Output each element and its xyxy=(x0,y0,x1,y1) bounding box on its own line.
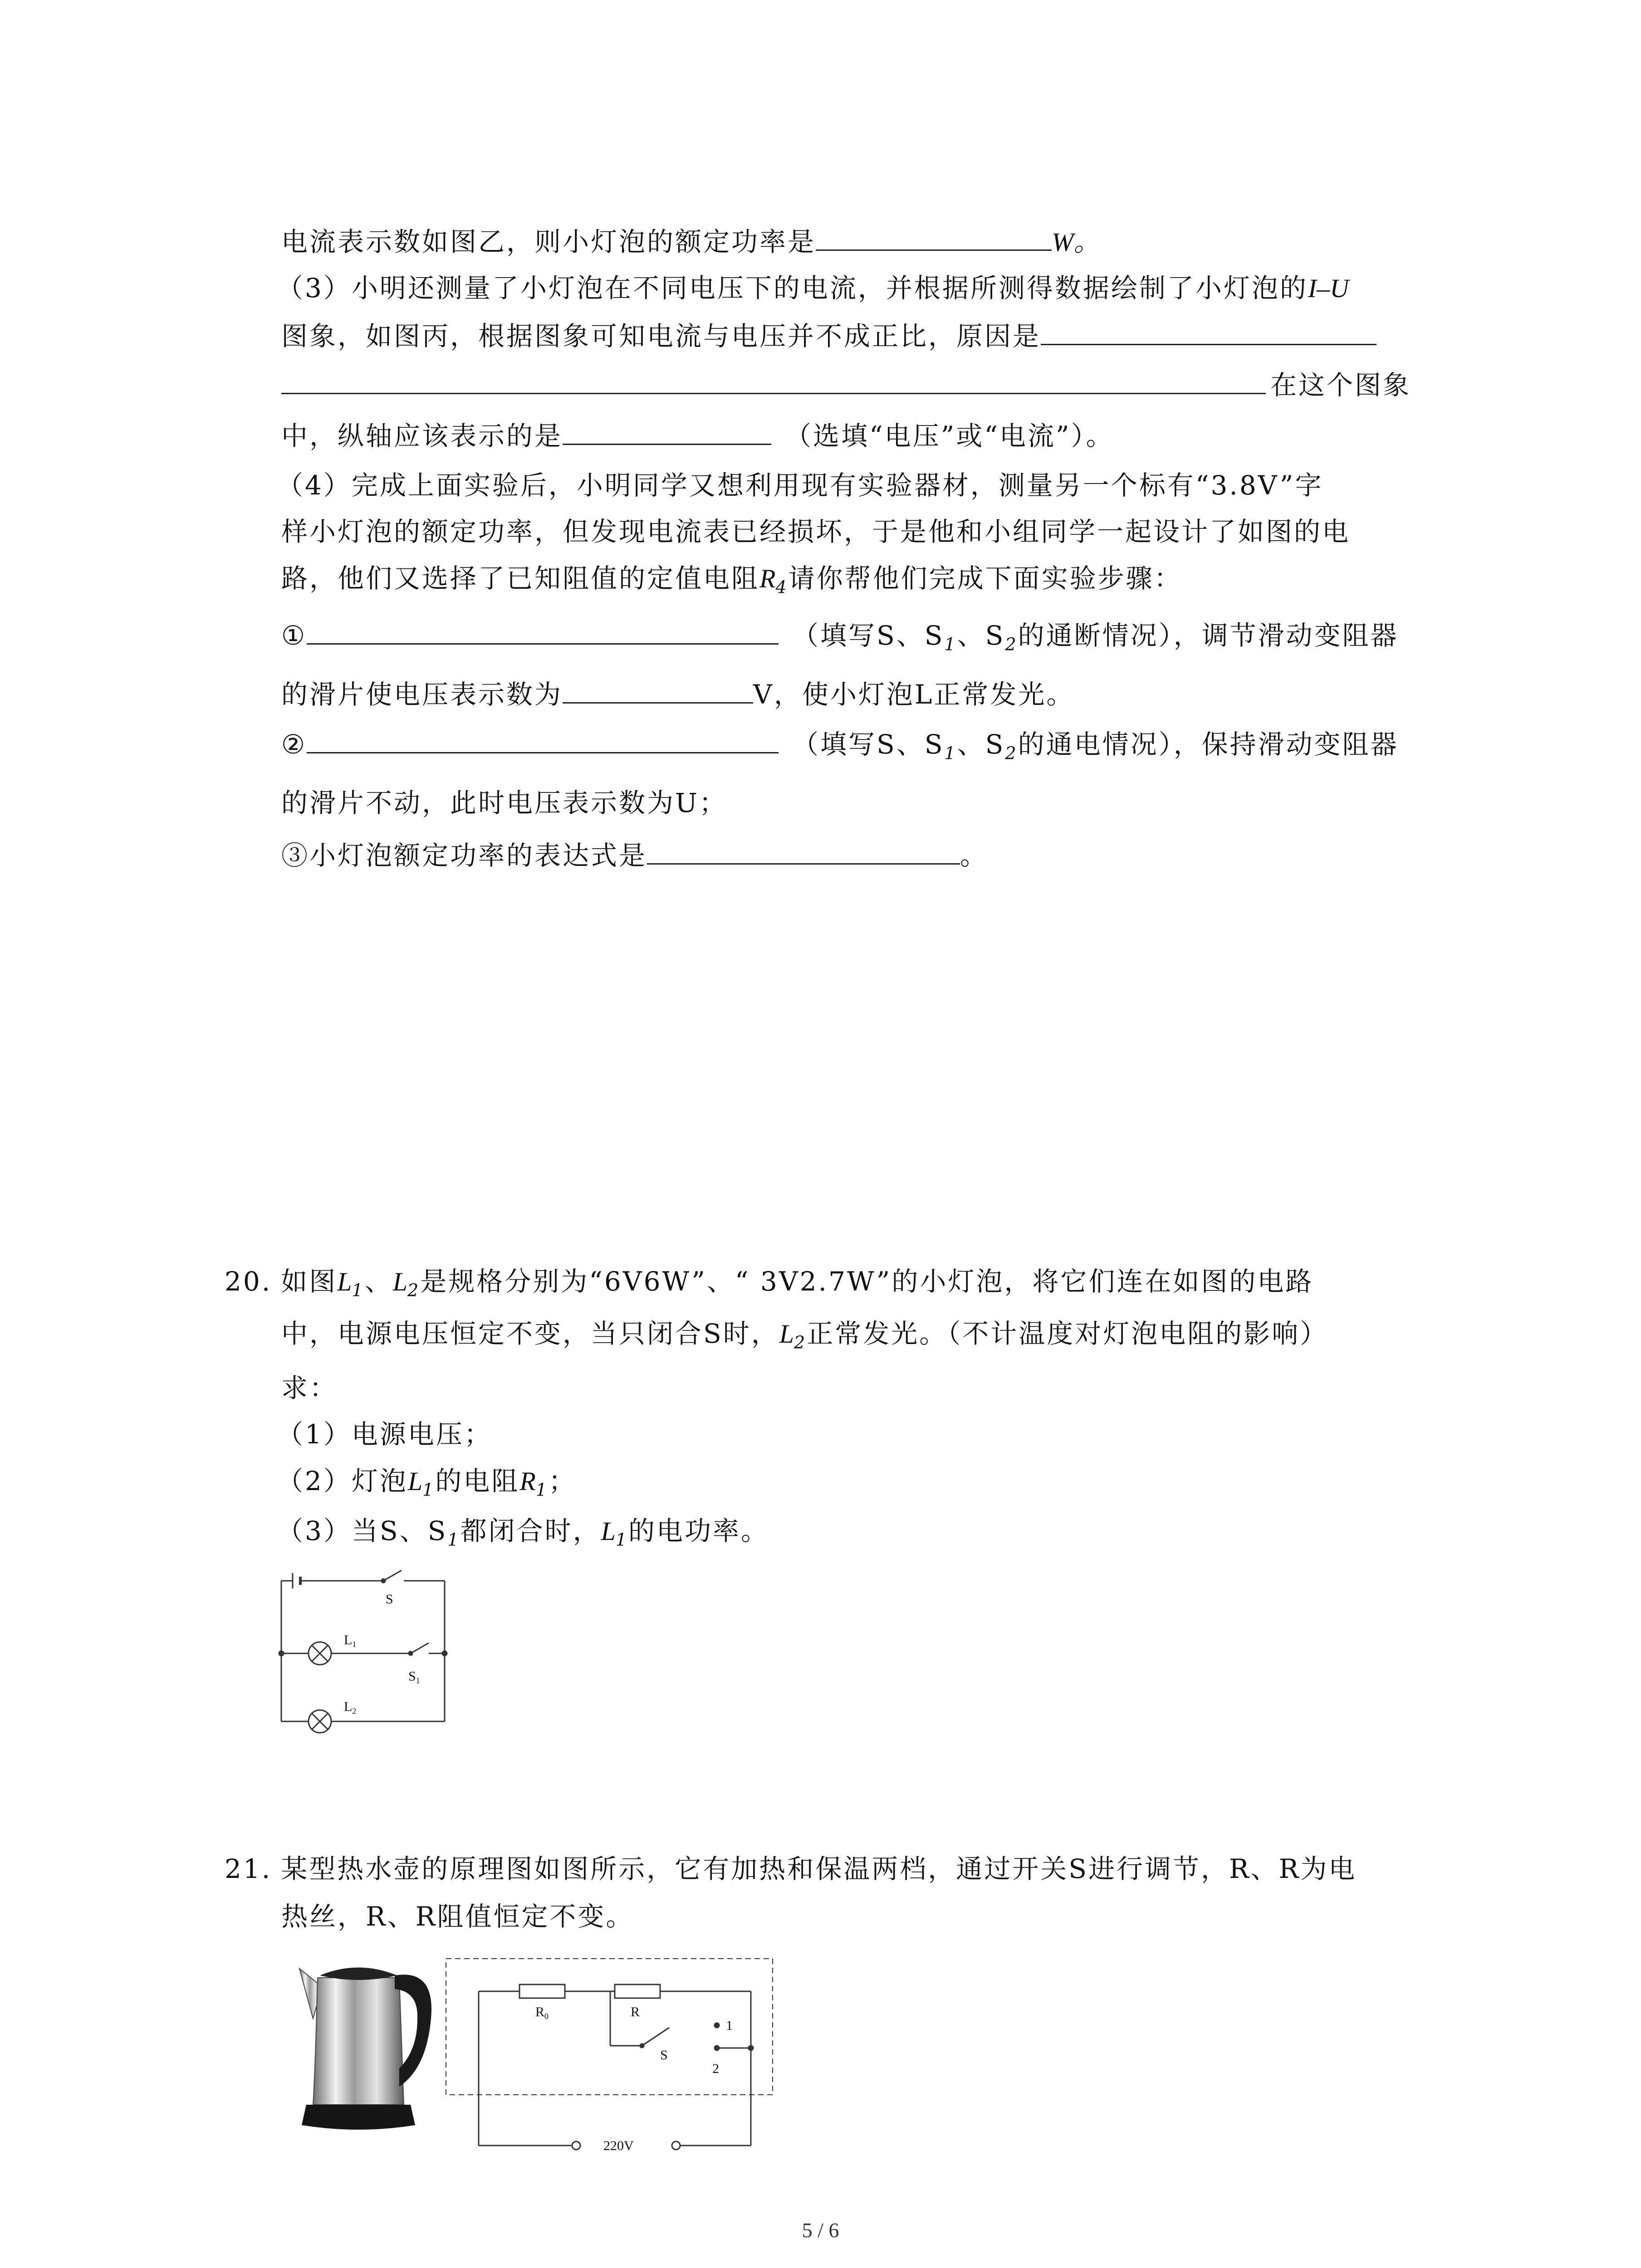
q19-step-1-cont: 的滑片使电压表示数为 V，使小灯泡L正常发光。 xyxy=(281,676,1074,713)
page-number: 5 / 6 xyxy=(802,2219,839,2242)
q19-line-4: 在这个图象 xyxy=(281,367,1411,403)
terminal-left xyxy=(572,2141,580,2150)
question-number: 20. xyxy=(225,1266,272,1297)
contact-1 xyxy=(715,2023,719,2028)
q19-line-1: 电流表示数如图乙，则小灯泡的额定功率是 W。 xyxy=(281,223,1100,260)
q19-line-7: 样小灯泡的额定功率，但发现电流表已经损坏，于是他和小组同学一起设计了如图的电 xyxy=(281,516,1351,547)
q21-line-2: 热丝，R、R阻值恒定不变。 xyxy=(281,1901,634,1932)
terminal-right xyxy=(672,2141,680,2150)
q19-line-5: 中，纵轴应该表示的是 （选填“电压”或“电流”）。 xyxy=(281,417,1114,454)
kettle-body xyxy=(313,1978,404,2105)
answer-blank[interactable] xyxy=(563,417,771,445)
label-l2: $L_2$ xyxy=(344,1699,357,1716)
q20-sub-2: （2）灯泡$L_1$的电阻$R_1$； xyxy=(277,1466,577,1500)
switch-s-blade xyxy=(383,1570,402,1581)
q20-line-2: 中，电源电压恒定不变，当只闭合S时，$L_2$正常发光。（不计温度对灯泡电阻的影响） xyxy=(281,1318,1328,1353)
q20-line-3: 求： xyxy=(281,1373,338,1403)
q19-line-8: 路，他们又选择了已知阻值的定值电阻$R_4$请你帮他们完成下面实验步骤： xyxy=(281,563,1182,597)
q20-line-1: 20. 如图$L_1$、$L_2$是规格分别为“6V6W”、“ 3V2.7W”的小灯泡，将它们连在如图的电路 xyxy=(225,1266,1314,1300)
label-contact-2: 2 xyxy=(712,2061,719,2076)
resistor-r0 xyxy=(519,1984,565,1998)
answer-blank[interactable] xyxy=(307,726,779,753)
label-s: S xyxy=(660,2048,668,2063)
circuit-diagram-q21 xyxy=(442,1955,778,2164)
switch-s-blade xyxy=(642,2028,669,2046)
electric-kettle-image xyxy=(286,1950,449,2141)
q19-line-6: （4）完成上面实验后，小明同学又想利用现有实验器材，测量另一个标有“3.8V”字 xyxy=(277,470,1323,501)
label-r: R xyxy=(631,2004,640,2019)
q19-step-2-cont: 的滑片不动，此时电压表示数为U； xyxy=(281,787,727,818)
q19-step-1: ① （填写S、$S_1$、$S_2$的通断情况），调节滑动变阻器 xyxy=(281,617,1399,663)
label-l1: $L_1$ xyxy=(344,1633,357,1649)
answer-blank[interactable] xyxy=(307,617,779,645)
q21-line-1: 21. 某型热水壶的原理图如图所示，它有加热和保温两档，通过开关S进行调节，R、R为电 xyxy=(225,1853,1357,1884)
q19-line-3: 图象，如图丙，根据图象可知电流与电压并不成正比，原因是 xyxy=(281,318,1376,354)
q20-sub-1: （1）电源电压； xyxy=(277,1419,492,1450)
label-contact-1: 1 xyxy=(726,2018,733,2033)
label-voltage: 220V xyxy=(603,2138,634,2153)
answer-blank[interactable] xyxy=(563,676,753,704)
label-r0: $R_0$ xyxy=(535,2004,549,2021)
answer-blank[interactable] xyxy=(281,367,1266,394)
resistor-r xyxy=(615,1984,660,1998)
answer-blank[interactable] xyxy=(1041,318,1376,345)
q19-line-2: （3）小明还测量了小灯泡在不同电压下的电流，并根据所测得数据绘制了小灯泡的I–U xyxy=(277,273,1349,303)
q19-step-2: ② （填写S、$S_1$、$S_2$的通电情况），保持滑动变阻器 xyxy=(281,726,1399,772)
switch-s1-blade xyxy=(411,1643,429,1653)
answer-blank[interactable] xyxy=(647,837,960,865)
q19-step-3: ③小灯泡额定功率的表达式是 。 xyxy=(281,837,988,874)
label-s: S xyxy=(386,1592,393,1607)
q20-sub-3: （3）当S、$S_1$都闭合时，$L_1$的电功率。 xyxy=(277,1515,769,1550)
circuit-diagram-q20 xyxy=(272,1560,463,1737)
kettle-base xyxy=(302,2105,415,2130)
answer-blank[interactable] xyxy=(816,223,1052,251)
question-number: 21. xyxy=(225,1853,272,1884)
kettle-boundary-dashed xyxy=(446,1959,773,2095)
label-s1: $S_1$ xyxy=(408,1669,420,1685)
